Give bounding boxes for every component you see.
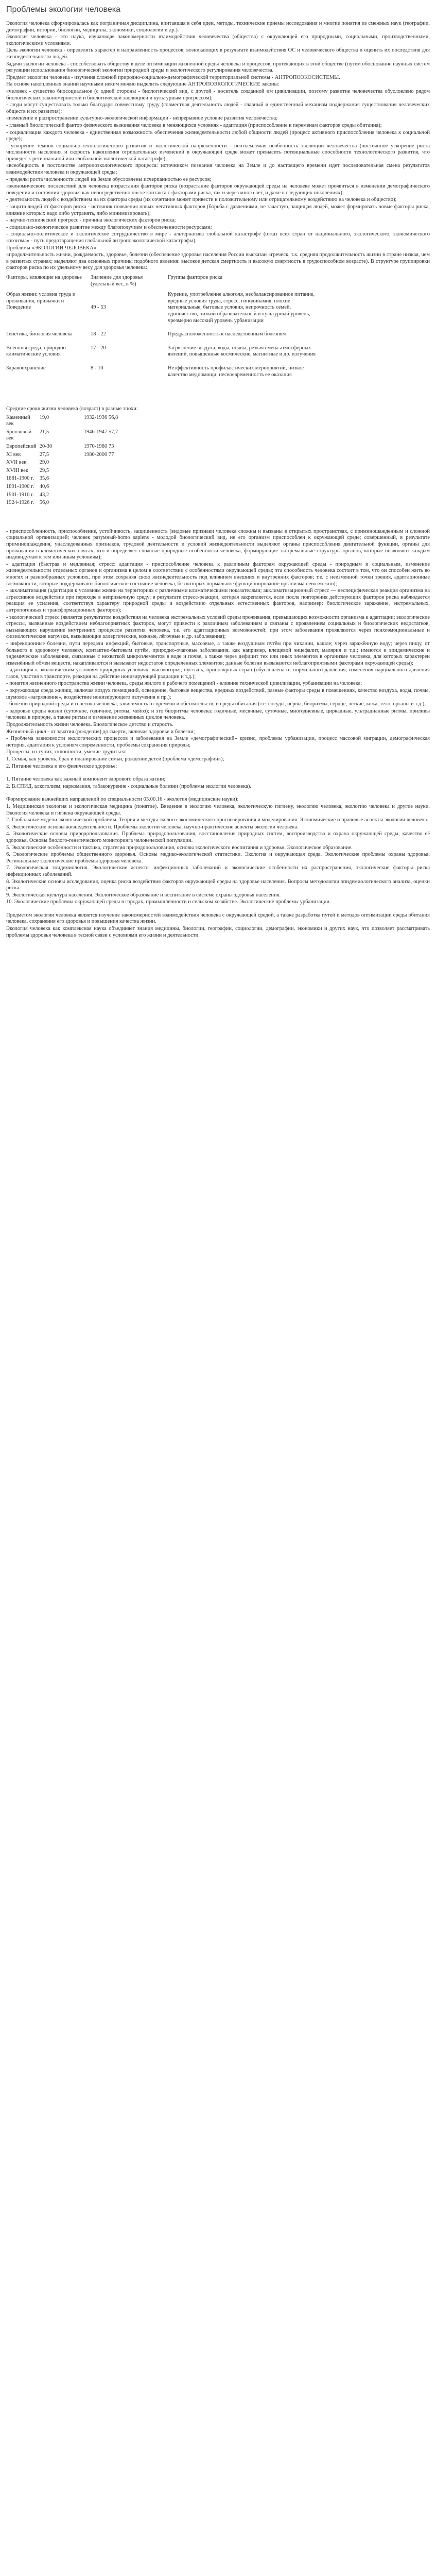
era-cell: XVIII век [6,467,28,473]
extra-cell [84,468,121,476]
risk-cell: Неэффективность профилактических мероприятий, низкое качество медпомощи, несвоевременность ее оказания [168,365,304,378]
paragraph: - акклиматизация (адаптация к условиям жизни на территориях с различными климатическими показателями; акклиматизационный стресс — неспецифическая реакция организма на агрессивное воздействие при переходе в непривычную среду; в результате стресс-реакции, которая закрепляется, если после повторения действующих факторов риска наблюдается реакция ее усиления, соответствуя характеру природной среды и воздействию отдельных естественных факторов, например: биологическое заражение, экстремальных, антропогенных и трансформационных факторов); [6,588,430,613]
list-item: 1. Семья, как уровень, брак и планирование семьи, рождение детей (проблема «демографии»); [6,756,224,762]
table-row [6,331,324,345]
law-item: «всеобщность в постоянстве антропоэкологического процесса: источником познания человека на Земле и до настоящего времени идет последовательная смена результатов взаимодействия человека и окружающей среды; [6,163,430,176]
paragraph: На основе накопленных знаний научными неким можно выделить следующие АНТРОПОЭКОЛОГИЧЕСКИЕ законы: [6,81,280,88]
weight-cell: 8 - 10 [91,365,103,371]
list-item: 2. Питание человека и его физическое здоровье; [6,763,117,769]
health-factors-table [6,275,324,385]
extra-cell [84,476,121,484]
age-cell: 29,5 [39,467,49,473]
law-item: - социализация каждого человека - единственная возможность обеспечения жизнедеятельности любой общности людей (процесс активного приспособления человека к социальной среде); [6,129,430,142]
paragraph: - экологический стресс (является результатом воздействия на человека экстремальных условий среды проживания, превышающих возможности организма к адаптации; экологические стрессы, вызванные воздействием неблагоприятных факторов, могут привести к различным заболеваниям и связаны с проявлением социальных и биологических недостатков, вызывающих нарушение внутренних процессов развития человека, т.е. его адаптационных возможностей; при этом заболевания проявляются через психоэмоциональные и физиологические нагрузки, вызывающие аллергические, кожные, лёгочные и др. заболевания); [6,614,430,640]
table-row [6,452,121,460]
age-cell: 35,6 [39,476,49,482]
list-item: 2. Глобальные модели экологической проблемы. Теория и методы эколого-экономического прогнозирования и моделирования. Экономические и правовые аспекты экологии человека. [6,817,428,823]
section-heading: Проблемы «ЭКОЛОГИИ ЧЕЛОВЕКА» [6,245,96,251]
extra-cell: 1932-1936 56,8 [83,414,118,420]
extra-cell: 1980-2000 77 [83,451,114,457]
age-cell: 56,0 [39,500,49,506]
table-row [6,365,324,385]
paragraph: Экология человека как комплексная наука объединяет знания медицины, биологии, географии, социологии, демографии, экономики и других наук, что позволяет рассматривать проблемы здоровья человека в тесной связи с условиями его жизни и деятельности. [6,926,430,938]
extra-cell: 1946-1947 57,7 [83,429,118,435]
weight-cell: 17 - 20 [91,345,106,351]
table-row [6,345,324,365]
column-header: Значение для здоровья (удельный вес, в %) [91,274,143,287]
list-item: 3. Экологические основы жизнедеятельности. Проблемы экологии человека, научно-практические аспекты экологии человека. [6,824,299,830]
life-expectancy-table [6,415,121,508]
intro-section [6,21,430,88]
law-item: - научно-технический прогресс - причина экологических факторов риска; [6,217,176,224]
law-item: «изменение и распространение культурно-экологической информации - непрерывное условие развития человечества; [6,115,278,122]
weight-cell: 18 - 22 [91,331,106,337]
paragraph: Жизненный цикл - от зачатия (рождения) до смерти, включая здоровье и болезни; [6,728,195,735]
era-cell: Бронзовый век [6,429,32,442]
paragraph: - Проблема зависимости экологических процессов и заболевания на Земле «демографический» кризис, проблемы урбанизации, процесс массовой миграции, демографическая история, адаптация к условиям современности, проблемы сохранения природы; [6,736,430,748]
list-item: 5. Экологические особенности и тактика, стратегия природопользования, основы экологического воспитания и здоровья. Экологическое образование. [6,844,353,851]
paragraph: - приспособленность, приспособление, устойчивость, защищенность (видовые признаки человека сложны и вызваны в открытых пространствах, с приминошажденным и сложной социальной организацией; человек разумный-homo sapiens - молодой биологический вид, не его организм приспособлен к окружающей среде; совершенный, в результате приминошаждения, унаследованных признаков, трудовой деятельности и условий жизнедеятельности выделяют органы приспособления двигательной функции, органы для проживания в климатических поясах; что и определяет сложные природные особенности человека, формирующие экстремальные структуры органов, которые позволяют каждым индивидумам к тем или иным условиям); [6,528,430,561]
extra-cell [84,500,121,508]
era-cell: Каменный век [6,414,30,427]
law-item: «экономического последствий для человека возрастания факторов риска (возрастание факторов окружающей среды на человеке может проявиться в изменении демографического поведения и состояния здоровья как непосредственно после контакта с факторами риска, так и через много лет, и даже в следующих поколениях); [6,183,430,196]
age-cell: 40,6 [39,484,49,490]
table-row [6,468,121,476]
paragraph: Экология человека - это наука, изучающая закономерности взаимодействия человечества (общества) с окружающей его природными, социальными, производственными, экологическими условиями. [6,34,430,46]
table-row [6,476,121,484]
list-item: 7. Экологическая эпидемиология. Экологические аспекты инфекционных заболеваний и экологические особенности их распространения, экологические факторы риска инфекционных заболеваний. [6,865,430,877]
law-item: - деятельность людей с воздействием на их факторы среды (их сочетание может привести к положительному или отрицательному воздействию на человека и общество); [6,197,397,203]
era-cell: 1881-1900 г. [6,476,34,482]
paragraph: Цель экологии человека - определить характер и направленность процессов, возникающих в результате взаимодействия ОС и человеческого общества и оценить их последствия для жизнедеятельности людей. [6,47,430,60]
risk-cell: Курение, употребление алкоголя, несбалансированное питание, вредные условия труда, стресс, гиподинамия, плохие материальные, бытовые условия, непрочность семей, одиночество, низкий образовательный и культурный уровень, чрезмерно высокий уровень урбанизации [168,292,315,324]
paragraph: - здоровье среды жизни (суточное, годичное, ритмы, мейоз); и это биоритмы человека: годичные, месячные, суточные, многодневные, циркадные, ультрадианные ритмы, приливы человека в природе, а также ритмы и изменение жизненных циклов человека. [6,708,430,721]
age-cell: 19,0 [39,414,49,420]
factor-cell: Здравоохранение [6,365,46,371]
age-cell: 29,0 [39,460,49,466]
paragraph: Предмет экологии человека - изучения сложной природно-социально-демографической территориальной системы - АНТРОПОЭКОСИСТЕМЫ. [6,74,340,80]
paragraph: Задачи экологии человека - способствовать обществу в деле оптимизации жизненной среды человека и процессов, протекающих в этой обществе (путем обоснование научных систем регуляции использования биологической экологии природной среды и экологического регулирования человечества. [6,61,430,74]
laws-section [6,89,430,245]
era-cell: 1891-1900 г. [6,484,34,490]
paragraph: - инфекционные болезни, пути передачи инфекций, бытовые, транспортные, массовые, а также воздушным путём при чихании, кашле; через заражённую воду; через пищу, от больного к здоровому человеку, контактно-бытовым путём, природно-очаговые заболевания, как например, клещевой энцефалит, малярия и т.д.; имеются и эпидемические и эндемические заболевания, связанные с нехваткой микроэлементов в воде и почве, а также через дефицит тех или иных элементов в организме человека, для которых характерен изменённый обмен веществ, накапливаются и вызывают недостаток определённых элементов; данные болезни вызываются неблагоприятными факторами окружающей среды); [6,640,430,666]
list-item: 9. Экологическая культура населения. Экологическое образование и воспитание в системе охраны здоровья населения. [6,892,281,898]
list-item: 1. Медицинская экология и экологическая медицина (понятие). Введение в экологию человека, экологическую гигиену, экологию человека, экологию человека и другие науки. Экология человека и гигиена окружающей среды. [6,803,430,816]
law-item: «человек - существо биосоциальное (с одной стороны - биологический вид, с другой - носитель созданной им цивилизации, поэтому развитие человечества обусловлено рядом биологических закономерностей и биологической эволюцией и культурным прогрессом); [6,88,430,101]
health-section [6,245,430,272]
adaptation-section [6,529,430,667]
table-row [6,444,121,452]
age-cell: 21,5 [39,429,49,435]
era-cell: 1924-1926 г. [6,500,34,506]
extra-cell [84,460,121,468]
risk-cell: Загрязнение воздуха, воды, почвы, резкая смена атмосферных явлений, повышенные космические, магнитные и др. излучения [168,345,316,358]
extra-cell [84,484,121,492]
paragraph: - адаптация к экологическим условиям природных условиях: высокогорья, пустынь, приполярных стран (обусловлена от нормального давления; изменения парциального давления газов, участия в транспорте, реакция на действие ионизирующей радиации и т.д.); [6,667,430,680]
rhythm-section [6,708,430,770]
table-row [6,292,324,331]
law-item: - социально-политическое и экологическое сотрудничество в мире - альтернатива глобальной катастрофе (отказ всех стран от национального, экологического, экономического «эгоизма» - путь предотвращения глобальной антропоэкологической катастрофы). [6,231,430,244]
paragraph: Продолжительность жизни человека. Биологическое детство и старость. [6,722,173,728]
list-item: 2. В.СПИД, алкоголизм, наркомания, табакокурение - социальные болезни (проблемы экологии человека). [6,783,251,789]
age-cell: 27,5 [39,451,49,457]
closing-section [6,912,430,939]
era-cell: Европейский [6,444,37,450]
table-row [6,460,121,468]
factor-cell: Генетика, биология человека [6,331,73,337]
extra-cell [84,492,121,500]
age-cell: 20-30 [39,444,53,450]
extra-cell: 1970-1980 73 [83,444,114,450]
paragraph: «продолжительность жизни, рождаемость, здоровье, болезни (обеспечение здоровья населения России высказан «греческ, т.к. средняя продолжительность жизни в стране низкая, чем в развитых странах; выделяют два основных причины подобного явления: высокое детская смертность и высокую смертность в трудоспособном возрасте). В структуре группировки факторов риска по их удельному весу для здоровья человека: [6,252,430,271]
risk-cell: Предрасположенность к наследственным болезням [168,331,286,337]
section-heading: Средние сроки жизни человека (возраст) в разные эпохи: [6,406,138,412]
list-item: 8. Экологические основы исследования, оценка риска воздействия факторов окружающей среды на здоровье населения. Вопросы методологии эпидемиологического анализа, оценки риска. [6,878,430,891]
table-row [6,415,121,429]
table-row [6,500,121,508]
paragraph: Экология человека сформировалась как пограничная дисциплина, впитавшая в себя идеи, методы, технические приемы исследования и многие понятия из смежных наук (географии, демографии, истории, биологии, медицины, экономики, социологии и др.). [6,21,430,33]
era-cell: XI век [6,451,21,457]
list-item: 1. Питание человека как важный компонент здорового образа жизни; [6,776,166,783]
law-item: - социально-экологическое развитие между благополучием и обеспеченности ресурсами; [6,224,212,230]
era-cell: XVII век [6,460,27,466]
column-header: Факторы, влияющие на здоровье [6,274,82,280]
list-item: 6. Экологические проблемы общественного здоровья. Основы медико-экологической статистики. Экология и окружающая среда. Экологические проблемы охраны здоровья. Региональные экологические проблемы здоровья человека. [6,852,430,864]
table-header-row [6,275,324,292]
table-row [6,484,121,492]
law-item: - защита людей от факторов риска - источник появления новых негативных факторов (борьба с давлениями, не зачастую, защищая людей, может формировать новые факторы риска, влияние которых надо либо устранять, либо минимизировать); [6,204,430,216]
law-item: - пределы роста численности людей на Земле обусловлены исчерпанностью ее ресурсов; [6,176,212,182]
paragraph: - адаптация (быстрая и медленная; стресс: адаптация - приспособление человека к различным факторам окружающей среды - природным и социальным, изменение жизнедеятельности отдельных органов и организма в целом в соответствии с особенностями окружающей среды; эта способность человека состоит в том, что он способен жить во многих и разнообразных условиях, при этом сохраняя свою жизнедеятельность под влиянием внешних и внутренних факторов; т.е. с неизменной точки зрения, адаптационные возможности, которые поддерживают биологическое состояние человека, без которых нормальное функционирование организма невозможно); [6,561,430,587]
law-item: - люди могут существовать только благодаря совместному труду (совместная деятельность людей - главный и единственный механизм поддержания существования человеческих обществ и их развития); [6,102,430,114]
column-header: Группы факторов риска [168,274,223,280]
weight-cell: 49 - 53 [91,304,106,311]
factor-cell: Образ жизни: условия труда и проживания, привычки и Поведение [6,292,76,311]
era-cell: 1901-1910 г. [6,492,34,498]
age-cell: 43,2 [39,492,49,498]
paragraph: Процессы, из тупих, склонности, умение трудиться: [6,749,127,755]
paragraph: - окружающая среда жилищ, включая воздух помещений, освещение, бытовые вещества, вредных воздействий, разные факторы среды в помещениях, качество воздуха, воды, почвы, шумовое «загрязнение», воздействие ионизирующего излучения и пр.); [6,688,430,700]
page-title: Проблемы экологии человека [6,5,120,14]
table-row [6,429,121,444]
list-item: 10. Экологические проблемы окружающей среды в городах, промышленности и сельском хозяйстве. Экологические проблемы урбанизации. [6,899,331,905]
section-heading: Формирование важнейших направлений по специальности 03.00.16 - экология (медицинские науки): [6,796,239,803]
paragraph: - болезни природной среды и генетика человека, зависимость от времени и обстоятельств, и среды обитания (т.е. сосуды, нервы, биоритмы, сердце, легкие, кожа, тело, органы и т.д.); [6,701,426,707]
table-row [6,492,121,500]
numbered-list [6,776,430,790]
factor-cell: Внешняя среда, природно-климатические условия [6,345,68,358]
list-item: 4. Экологические основы природопользования. Проблема природопользования, восстановления природных систем, воспроизводства и охрана окружающей среды, качество её здоровья. Основы биолого-генетического мониторинга человеческой популяции. [6,831,430,843]
paragraph: Предметом экологии человека является изучение закономерностей взаимодействия человека с окружающей средой, а также разработка путей и методов оптимизации среды обитания человека, сохранения его здоровья и повышения качества жизни. [6,912,430,925]
paragraph: - понятия жизненного пространства жизни человека, среды жилого и рабочего помещений - влияние технической цивилизации, урбанизации на человека; [6,681,362,687]
factors-groups-section [6,667,430,708]
document-page [0,0,436,955]
directions-section [6,796,430,906]
law-item: - главный биологический фактор физического выживания человека в меняющихся условиях - адаптация (приспособление к переменам факторов среды обитания); [6,122,382,128]
law-item: - ускорение темпов социально-технологического развития и экологической напряженности - неотъемлемая особенность эволюции человечества (постоянное ускорение роста численности населения и скорость накопления отрицательных изменений в окружающей среде может превысить потенциальные способности технологического развития, что приведет к региональной или глобальной экологической катастрофе); [6,143,430,162]
